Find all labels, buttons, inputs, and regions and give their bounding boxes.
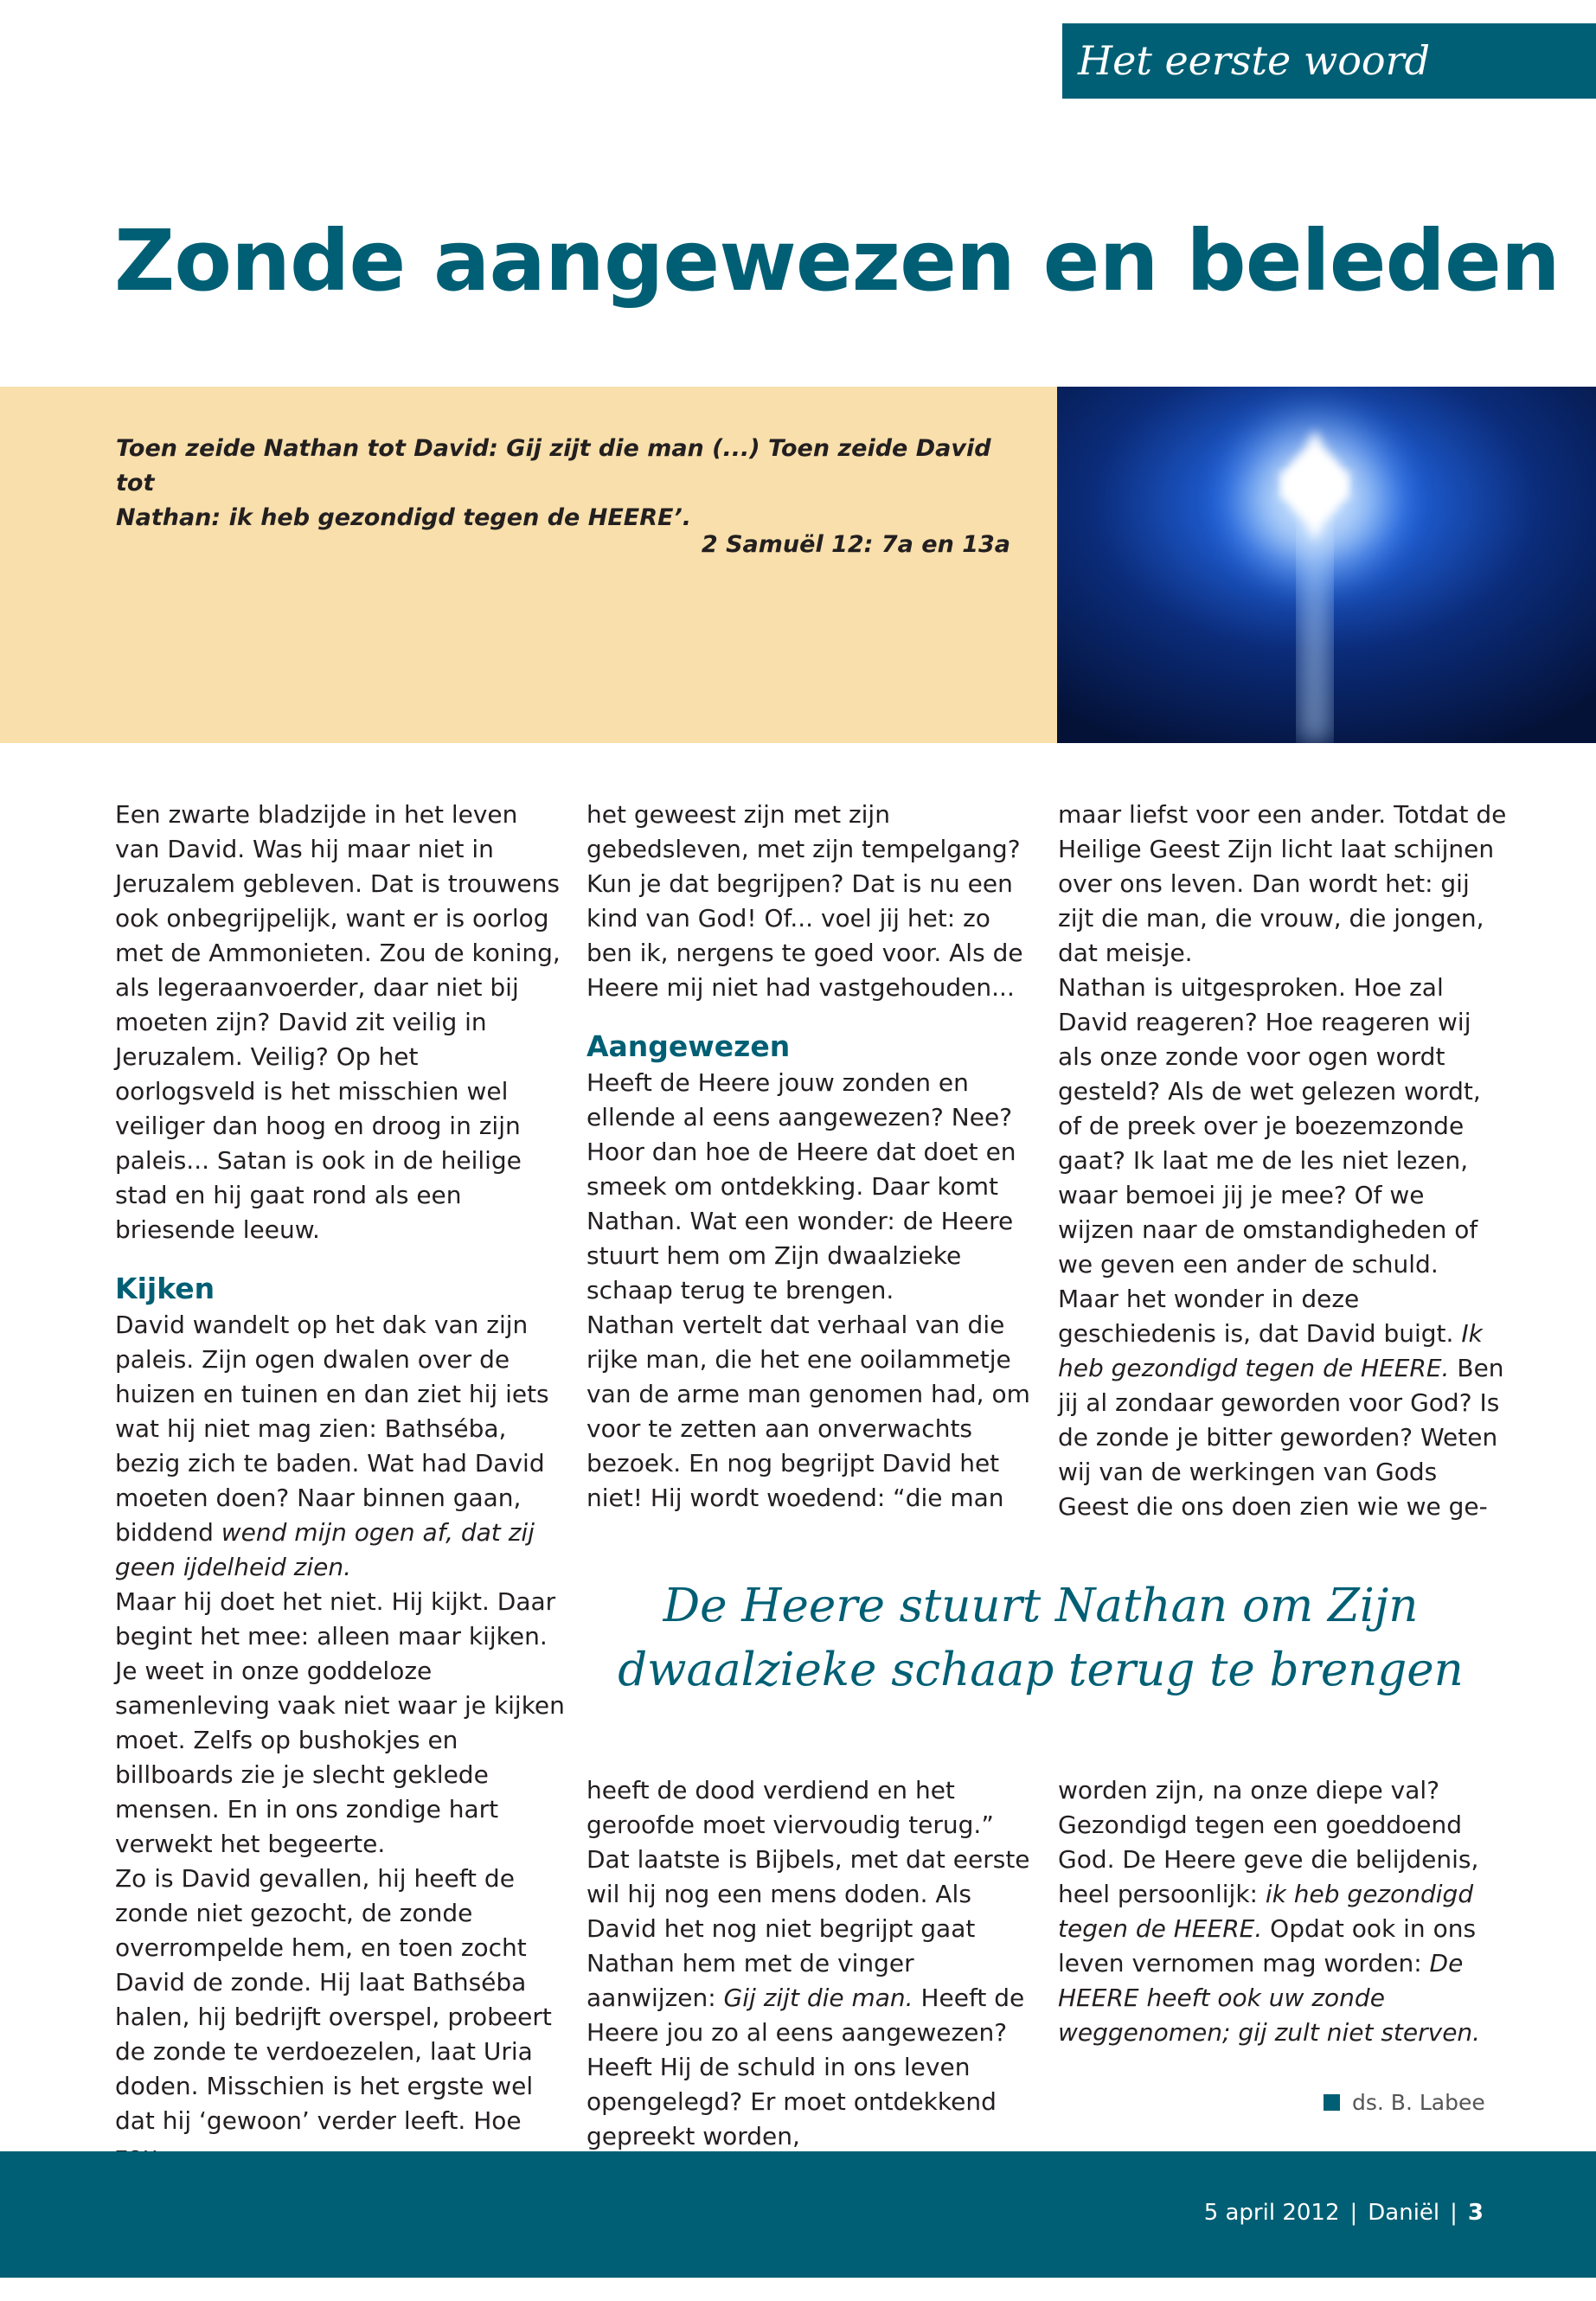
paragraph [586, 1773, 1036, 2154]
paragraph [115, 1308, 565, 1585]
article-column-3-bottom [1058, 1773, 1508, 2050]
paragraph: het geweest zijn met zijn gebedsleven, met zijn tempelgang? Kun je dat begrijpen? Dat is nu een kind van God! Of... voel jij het: zo ben ik, nergens te goed voor. Als de Heere mij niet had vastgehouden... [586, 800, 1023, 1002]
footer-separator: | [1450, 2200, 1458, 2226]
paragraph-text: Ben jij al zondaar geworden voor God? Is de zonde je bitter geworden? Weten wij van de werkingen van Gods Geest die ons doen zien wie we ge- [1058, 1354, 1504, 1521]
pull-quote-line-1: De Heere stuurt Nathan om Zijn [663, 1580, 1419, 1632]
footer-magazine: Daniël [1368, 2200, 1440, 2226]
article-column-2-bottom [586, 1773, 1036, 2154]
paragraph-text: worden zijn, na onze diepe val? Gezondigd tegen een goeddoend God. De Heere geve die belijdenis, heel persoonlijk: [1058, 1776, 1479, 1908]
page-footer [0, 2151, 1596, 2278]
footer-info [1204, 2195, 1484, 2230]
paragraph: Maar hij doet het niet. Hij kijkt. Daar begint het mee: alleen maar kijken. Je weet in onze goddeloze samenleving vaak niet waar je kijken moet. Zelfs op bushokjes en billboards zie je slecht geklede mensen. En in ons zondige hart verwekt het begeerte. [115, 1587, 565, 1858]
emphasis-text: wend mijn ogen af, dat zij geen ijdelheid zien. [115, 1518, 535, 1581]
paragraph: maar liefst voor een ander. Totdat de Heilige Geest Zijn licht laat schijnen over ons leven. Dan wordt het: gij zijt die man, die vrouw, die jongen, dat meisje. [1058, 800, 1507, 967]
article-column-1 [115, 798, 565, 2173]
article-column-3-top [1058, 798, 1508, 1524]
section-label: Het eerste woord [1062, 23, 1596, 99]
verse-quote [116, 432, 1016, 535]
pull-quote [586, 1574, 1495, 1702]
paragraph: Nathan is uitgesproken. Hoe zal David reageren? Hoe reageren wij als onze zonde voor ogen wordt gesteld? Als de wet gelezen wordt, of de preek over je boezemzonde gaat? Ik laat me de les niet lezen, waar bemoei jij je mee? Of we wijzen naar de omstandigheden of we geven een ander de schuld. [1058, 973, 1481, 1279]
paragraph [1058, 1773, 1508, 2050]
paragraph-text: Opdat ook in ons leven vernomen mag worden: [1058, 1914, 1477, 1977]
paragraph-text: heeft de dood verdiend en het geroofde moet viervoudig terug.” Dat laatste is Bijbels, met dat eerste wil hij nog een mens doden. Als David het nog niet begrijpt gaat Nathan hem met de vinger aanwijzen: [586, 1776, 1030, 2012]
paragraph-text: Maar het wonder in deze geschiedenis is, dat David buigt. [1058, 1285, 1462, 1348]
square-bullet-icon [1324, 2094, 1340, 2111]
author-name: ds. B. Labee [1352, 2090, 1485, 2115]
emphasis-text: De HEERE heeft ook uw zonde weggenomen; gij zult niet sterven. [1058, 1949, 1481, 2047]
page-number: 3 [1467, 2200, 1484, 2226]
glowing-star-of-david-image [1057, 387, 1596, 743]
star-of-david-photo [1057, 387, 1596, 743]
verse-reference: 2 Samuël 12: 7a en 13a [701, 531, 1010, 558]
paragraph: Nathan vertelt dat verhaal van die rijke man, die het ene ooilammetje van de arme man genomen had, om voor te zetten aan onverwachts bezoek. En nog begrijpt David het niet! Hij wordt woedend: “die man [586, 1311, 1030, 1512]
verse-line-2: Nathan: ik heb gezondigd tegen de HEERE’. [116, 504, 691, 531]
paragraph [1058, 1282, 1508, 1524]
article-column-2-top [586, 798, 1036, 1516]
subheading-kijken: Kijken [115, 1272, 215, 1305]
emphasis-text: ik heb gezondigd tegen de HEERE. [1058, 1880, 1474, 1943]
intro-paragraph: Een zwarte bladzijde in het leven van David. Was hij maar niet in Jeruzalem gebleven. Dat is trouwens ook onbegrijpelijk, want er is oorlog met de Ammonieten. Zou de koning, als legeraanvoerder, daar niet bij moeten zijn? David zit veilig in Jeruzalem. Veilig? Op het oorlogsveld is het misschien wel veiliger dan hoog en droog in zijn paleis... Satan is ook in de heilige stad en hij gaat rond als een briesende leeuw. [115, 800, 561, 1244]
article-title: Zonde aangewezen en beleden [114, 212, 1560, 310]
paragraph: Heeft de Heere jouw zonden en ellende al eens aangewezen? Nee? Hoor dan hoe de Heere dat doet en smeek om ontdekking. Daar komt Nathan. Wat een wonder: de Heere stuurt hem om Zijn dwaalzieke schaap terug te brengen. [586, 1068, 1016, 1304]
verse-line-1: Toen zeide Nathan tot David: Gij zijt die man (...) Toen zeide David tot [116, 435, 991, 497]
author-byline [1324, 2089, 1485, 2117]
footer-date: 5 april 2012 [1203, 2200, 1340, 2226]
paragraph: Zo is David gevallen, hij heeft de zonde niet gezocht, de zonde overrompelde hem, en toen zocht David de zonde. Hij laat Bathséba halen, hij bedrijft overspel, probeert de zonde te verdoezelen, laat Uria doden. Misschien is het ergste wel dat hij ‘gewoon’ verder leeft. Hoe [115, 1864, 552, 2135]
subheading-aangewezen: Aangewezen [586, 1029, 791, 1063]
emphasis-text: Ik heb gezondigd tegen de HEERE. [1058, 1319, 1483, 1382]
pull-quote-line-2: dwaalzieke schaap terug te brengen [618, 1644, 1464, 1696]
paragraph-text: David wandelt op het dak van zijn paleis. Zijn ogen dwalen over de huizen en tuinen en dan ziet hij iets wat hij niet mag zien: Bathséba, bezig zich te baden. Wat had David moeten doen? Naar binnen gaan, biddend [115, 1311, 549, 1547]
emphasis-text: Gij zijt die man. [723, 1984, 913, 2012]
paragraph-text: Heeft de Heere jou zo al eens aangewezen? Heeft Hij de schuld in ons leven opengelegd? Er moet ontdekkend gepreekt worden, [586, 1984, 1025, 2150]
footer-separator: | [1349, 2200, 1358, 2226]
